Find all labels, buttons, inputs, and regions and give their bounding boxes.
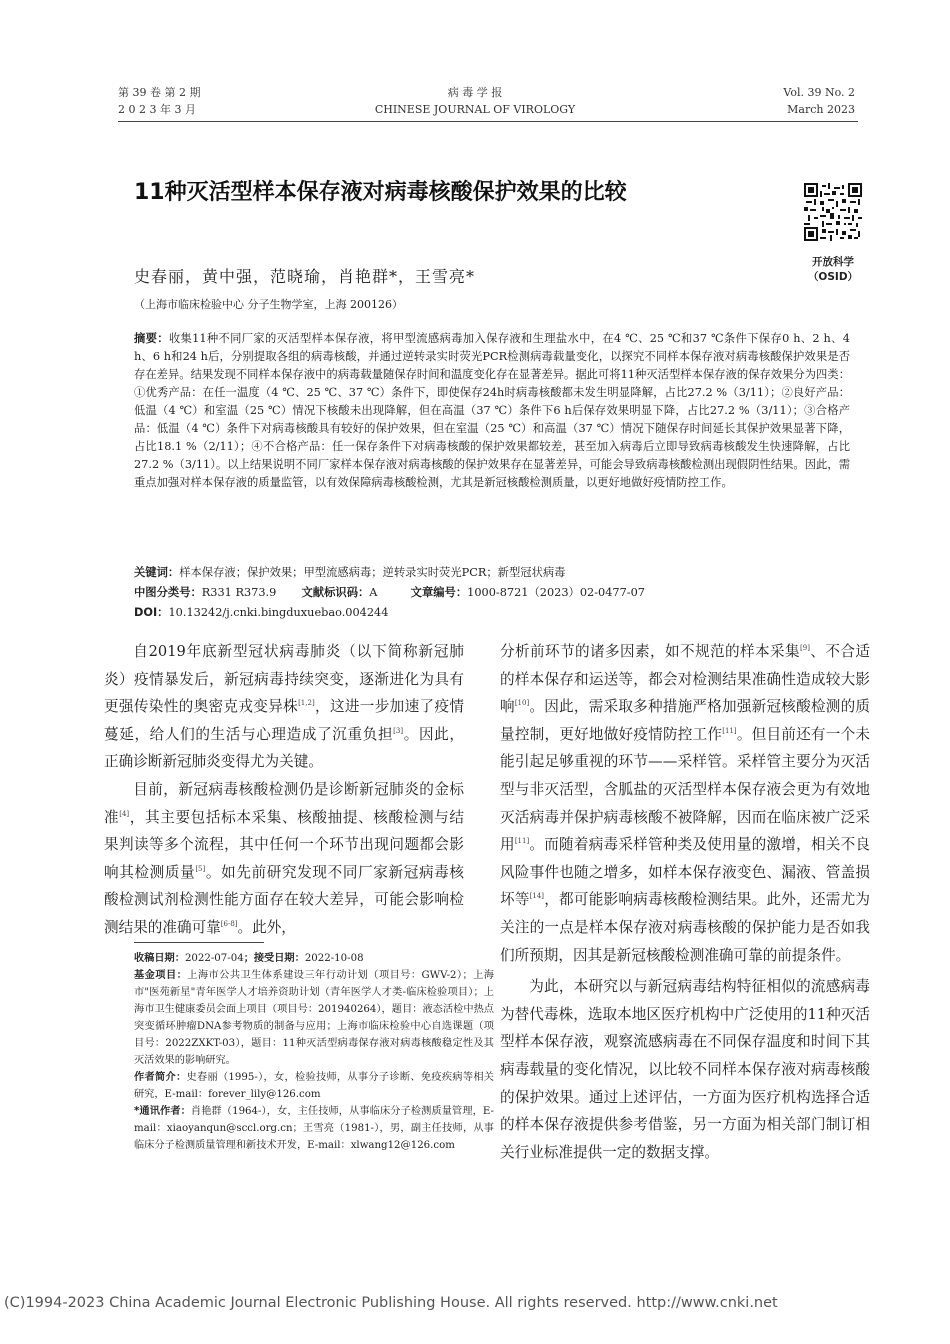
- osid-label-code: （OSID）: [807, 271, 859, 283]
- qr-code[interactable]: [804, 183, 862, 241]
- abstract-text: 收集11种不同厂家的灭活型样本保存液，将甲型流感病毒加入保存液和生理盐水中，在4 ℃、25 ℃和37 ℃条件下保存0 h、2 h、4 h、6 h和24 h后，分别提取各组的病毒核酸，并通过逆转录实时荧光PCR检测病毒载量变化，以探究不同样本保存液对病毒核酸保护效果是否存在差异。结果发现不同样本保存液中的病毒载量随保存时间和温度变化存在显著差异。据此可将11种灭活型样本保存液的保存效果分为四类：①优秀产品：在任一温度（4 ℃、25 ℃、37 ℃）条件下，即使保存24h时病毒核酸都未发生明显降解，占比27.2 %（3/11）；②良好产品：低温（4 ℃）和室温（25 ℃）情况下核酸未出现降解，但在高温（37 ℃）条件下6 h后保存效果明显下降，占比27.2 %（3/11）；③合格产品：低温（4 ℃）条件下对病毒核酸具有较好的保护效果，但在室温（25 ℃）和高温（37 ℃）情况下随保存时间延长其保护效果显著下降，占比18.1 %（2/11）；④不合格产品：任一保存条件下对病毒核酸的保护效果都较差，甚至加入病毒后立即导致病毒核酸发生快速降解，占比27.2 %（3/11）。以上结果说明不同厂家样本保存液对病毒核酸的保护效果存在显著差异，可能会导致病毒核酸检测出现假阴性结果。因此，需重点加强对样本保存液的质量监管，以有效保障病毒核酸检测，尤其是新冠核酸检测质量，以更好地做好疫情防控工作。: [134, 332, 850, 489]
- keywords-label: 关键词：: [134, 566, 180, 579]
- journal-name-cn: 病 毒 学 报: [447, 86, 503, 99]
- footnote-corresponding: *通讯作者：肖艳群（1964-），女，主任技师，从事临床分子检测质量管理，E-mail：xiaoyanqun@sccl.org.cn；王雪亮（1981-），男，副主任技师，从事临床分子检测质量管理和新技术开发，E-mail：xlwang12@126.com: [134, 1106, 494, 1151]
- copyright-footer: (C)1994-2023 China Academic Journal Electronic Publishing House. All rights reserved. http://www.cnki.net: [4, 1295, 778, 1311]
- body-right-column: [500, 638, 870, 1166]
- author-list: 史春丽，黄中强，范晓瑜，肖艳群*，王雪亮*: [134, 267, 476, 286]
- citation[interactable]: [11]: [722, 726, 737, 735]
- article-no-value: 1000-8721（2023）02-0477-07: [467, 586, 645, 599]
- classification: [134, 584, 850, 601]
- clc-label: 中图分类号：: [134, 586, 202, 599]
- abstract-label: 摘要：: [134, 332, 169, 345]
- header-date: 2 0 2 3 年 3 月: [118, 103, 196, 116]
- header-rule: [118, 121, 858, 122]
- body-paragraph: 自2019年底新型冠状病毒肺炎（以下简称新冠肺炎）疫情暴发后，新冠病毒持续突变，逐渐进化为具有更强传染性的奥密克戎变异株[1,2]，这进一步加速了疫情蔓延，给人们的生活与心理造成了沉重负担[3]。因此，正确诊断新冠肺炎变得尤为关键。: [104, 643, 464, 771]
- citation[interactable]: [6-8]: [220, 920, 238, 929]
- article-title: 11种灭活型样本保存液对病毒核酸保护效果的比较: [134, 180, 627, 205]
- citation[interactable]: [14]: [529, 892, 545, 901]
- affiliation: （上海市临床检验中心 分子生物学室，上海 200126）: [134, 298, 403, 311]
- header-issue: [118, 84, 200, 118]
- clc-value: R331 R373.9: [201, 586, 277, 599]
- citation[interactable]: [9]: [800, 644, 810, 653]
- body-paragraph: 为此，本研究以与新冠病毒结构特征相似的流感病毒为替代毒株，选取本地区医疗机构中广泛使用的11种灭活型样本保存液，观察流感病毒在不同保存温度和时间下其病毒载量的变化情况，以比较不同样本保存液对病毒核酸的保护效果。通过上述评估，一方面为医疗机构选择合适的样本保存液提供参考借鉴，另一方面为相关部门制订相关行业标准提供一定的数据支撑。: [500, 978, 870, 1161]
- doi-label: DOI：: [134, 606, 169, 619]
- osid-label-cn: 开放科学: [812, 256, 854, 268]
- footnotes: [134, 950, 494, 1154]
- citation[interactable]: [1,2]: [298, 699, 315, 708]
- body-paragraph: 分析前环节的诸多因素，如不规范的样本采集[9]、不合适的样本保存和运送等，都会对检测结果准确性造成较大影响[10]。因此，需采取多种措施严格加强新冠核酸检测的质量控制，更好地做好疫情防控工作[11]。但目前还有一个未能引起足够重视的环节——采样管。采样管主要分为灭活型与非灭活型，含胍盐的灭活型样本保存液会更为有效地灭活病毒并保护病毒核酸不被降解，因而在临床被广泛采用[11]。而随着病毒采样管种类及使用量的激增，相关不良风险事件也随之增多，如样本保存液变色、漏液、管盖损坏等[14]，都可能影响病毒核酸检测结果。此外，还需尤为关注的一点是样本保存液对病毒核酸的保护能力是否如我们所预期，因其是新冠核酸检测准确可靠的前提条件。: [500, 643, 870, 964]
- header-month-year: March 2023: [787, 103, 855, 116]
- citation[interactable]: [3]: [393, 726, 404, 735]
- keywords: [134, 564, 850, 581]
- doc-code-value: A: [369, 586, 378, 599]
- citation[interactable]: [4]: [119, 809, 130, 818]
- doi-link[interactable]: 10.13242/j.cnki.bingduxuebao.004244: [168, 606, 389, 619]
- journal-name-en: CHINESE JOURNAL OF VIROLOGY: [374, 103, 576, 116]
- body-paragraph: 目前，新冠病毒核酸检测仍是诊断新冠肺炎的金标准[4]，其主要包括标本采集、核酸抽提、核酸检测与结果判读等多个流程，其中任何一个环节出现问题都会影响其检测质量[5]。如先前研究发现不同厂家新冠病毒核酸检测试剂检测性能方面存在较大差异，可能会影响检测结果的准确可靠[6-8]。此外，: [104, 780, 464, 936]
- abstract: [134, 330, 850, 492]
- doc-code-label: 文献标识码：: [301, 586, 370, 599]
- citation[interactable]: [5]: [195, 864, 206, 873]
- doi: [134, 604, 850, 621]
- footnote-author-bio: 作者简介：史春丽（1995-），女，检验技师，从事分子诊断、免疫疾病等相关研究，E-mail：forever_lily@126.com: [134, 1072, 494, 1100]
- keywords-text: 样本保存液；保护效果；甲型流感病毒；逆转录实时荧光PCR；新型冠状病毒: [179, 566, 566, 579]
- footnote-rule: [134, 942, 264, 943]
- body-left-column: [104, 638, 464, 942]
- header-vol-en: [783, 84, 855, 118]
- footnote-dates: 收稿日期：2022-07-04；接受日期：2022-10-08: [134, 953, 364, 964]
- citation[interactable]: [11]: [514, 837, 530, 846]
- osid-label: [798, 255, 868, 285]
- header-volume-issue: 第 39 卷 第 2 期: [118, 86, 201, 99]
- article-no-label: 文章编号：: [410, 586, 468, 599]
- header-vol-no: Vol. 39 No. 2: [783, 86, 855, 99]
- qr-code-icon: [804, 183, 862, 241]
- footnote-funding: 基金项目：上海市公共卫生体系建设三年行动计划（项目号：GWV-2）；上海市"医苑新星"青年医学人才培养资助计划（青年医学人才类-临床检验项目）；上海市卫生健康委员会面上项目（项目号：201940264），题目：液态活检中热点突变循环肿瘤DNA参考物质的制备与应用；上海市临床检验中心自选课题（项目号：2022ZXKT-03），题目：11种灭活型病毒保存液对病毒核酸稳定性及其灭活效果的影响研究。: [134, 970, 494, 1066]
- citation[interactable]: [10]: [514, 699, 530, 708]
- header-journal: [325, 84, 625, 118]
